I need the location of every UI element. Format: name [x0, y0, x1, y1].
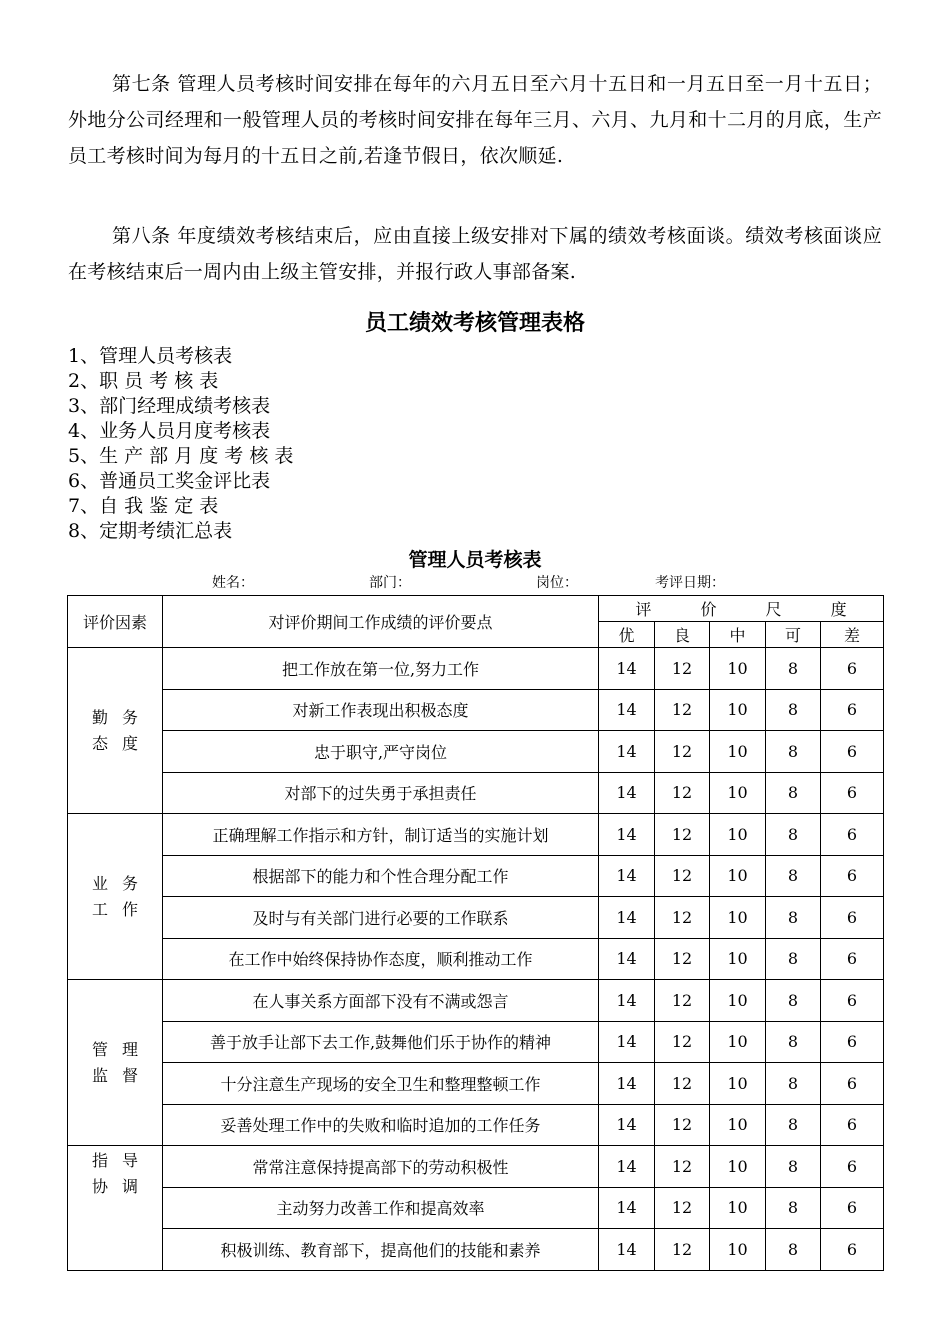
forms-list-item: 2、职 员 考 核 表: [68, 370, 219, 392]
score-cell: 12: [655, 814, 710, 856]
score-cell: 10: [710, 1104, 766, 1146]
header-points: 对评价期间工作成绩的评价要点: [163, 596, 599, 648]
evaluation-point: 对新工作表现出积极态度: [163, 689, 599, 731]
score-cell: 12: [655, 689, 710, 731]
score-cell: 14: [599, 1063, 655, 1105]
score-cell: 8: [766, 1229, 821, 1271]
evaluation-point: 十分注意生产现场的安全卫生和整理整顿工作: [163, 1063, 599, 1105]
forms-list-item: 8、定期考绩汇总表: [68, 520, 233, 542]
table-row: [68, 1104, 884, 1146]
score-cell: 6: [821, 1021, 884, 1063]
score-cell: 10: [710, 1063, 766, 1105]
score-cell: 8: [766, 648, 821, 690]
score-cell: 8: [766, 1187, 821, 1229]
score-cell: 12: [655, 897, 710, 939]
grade-fair: 可: [766, 622, 821, 648]
score-cell: 6: [821, 814, 884, 856]
grade-poor: 差: [821, 622, 884, 648]
evaluation-point: 主动努力改善工作和提高效率: [163, 1187, 599, 1229]
document-title: 员工绩效考核管理表格: [364, 311, 585, 336]
meta-date-label: 考评日期：: [655, 575, 725, 591]
score-cell: 8: [766, 814, 821, 856]
evaluation-point: 对部下的过失勇于承担责任: [163, 772, 599, 814]
forms-list-item: 1、管理人员考核表: [68, 345, 233, 367]
forms-list-item: 5、生 产 部 月 度 考 核 表: [68, 445, 294, 467]
score-cell: 6: [821, 648, 884, 690]
table-row: [68, 814, 884, 856]
table-row: [68, 772, 884, 814]
table-row: [68, 1229, 884, 1271]
factor-category-cell: [68, 980, 163, 1146]
score-cell: 8: [766, 855, 821, 897]
evaluation-point: 积极训练、教育部下，提高他们的技能和素养: [163, 1229, 599, 1271]
score-cell: 6: [821, 1187, 884, 1229]
factor-category-label: 监督: [91, 1065, 152, 1085]
score-cell: 8: [766, 731, 821, 773]
score-cell: 12: [655, 980, 710, 1022]
score-cell: 12: [655, 1063, 710, 1105]
score-cell: 6: [821, 1063, 884, 1105]
score-cell: 12: [655, 731, 710, 773]
score-cell: 12: [655, 1104, 710, 1146]
factor-category-label: 管理: [91, 1039, 152, 1059]
forms-list-item: 6、普通员工奖金评比表: [68, 470, 271, 492]
evaluation-point: 在工作中始终保持协作态度，顺利推动工作: [163, 938, 599, 980]
meta-name-label: 姓名：: [212, 575, 254, 591]
score-cell: 14: [599, 731, 655, 773]
score-cell: 6: [821, 855, 884, 897]
score-cell: 12: [655, 1229, 710, 1271]
score-cell: 6: [821, 938, 884, 980]
forms-list-item: 3、部门经理成绩考核表: [68, 395, 271, 417]
grade-excellent: 优: [599, 622, 655, 648]
score-cell: 10: [710, 938, 766, 980]
score-cell: 14: [599, 897, 655, 939]
factor-category-cell: [68, 648, 163, 814]
score-cell: 6: [821, 1229, 884, 1271]
score-cell: 10: [710, 1187, 766, 1229]
score-cell: 8: [766, 772, 821, 814]
score-cell: 14: [599, 772, 655, 814]
score-cell: 10: [710, 1229, 766, 1271]
score-cell: 14: [599, 980, 655, 1022]
score-cell: 8: [766, 1146, 821, 1188]
score-cell: 10: [710, 772, 766, 814]
score-cell: 14: [599, 1229, 655, 1271]
evaluation-point: 忠于职守,严守岗位: [163, 731, 599, 773]
evaluation-point: 根据部下的能力和个性合理分配工作: [163, 855, 599, 897]
score-cell: 14: [599, 1021, 655, 1063]
table-row: [68, 855, 884, 897]
header-scale: 评 价 尺 度: [599, 596, 884, 622]
table-row: [68, 938, 884, 980]
factor-category-label: 勤务: [91, 707, 152, 727]
factor-category-cell: [68, 1146, 163, 1271]
score-cell: 10: [710, 1021, 766, 1063]
score-cell: 12: [655, 648, 710, 690]
forms-list: [68, 344, 293, 544]
score-cell: 8: [766, 689, 821, 731]
evaluation-point: 善于放手让部下去工作,鼓舞他们乐于协作的精神: [163, 1021, 599, 1063]
factor-category-label: 态度: [91, 733, 152, 753]
score-cell: 14: [599, 1146, 655, 1188]
article-8-paragraph: 第八条 年度绩效考核结束后，应由直接上级安排对下属的绩效考核面谈。绩效考核面谈应在考核结束后一周内由上级主管安排，并报行政人事部备案.: [68, 225, 882, 283]
grade-average: 中: [710, 622, 766, 648]
evaluation-table: [67, 595, 884, 1271]
table-row: [68, 689, 884, 731]
meta-position-label: 岗位：: [536, 575, 578, 591]
score-cell: 10: [710, 980, 766, 1022]
score-cell: 10: [710, 731, 766, 773]
score-cell: 12: [655, 855, 710, 897]
evaluation-point: 正确理解工作指示和方针，制订适当的实施计划: [163, 814, 599, 856]
evaluation-point: 常常注意保持提高部下的劳动积极性: [163, 1146, 599, 1188]
score-cell: 14: [599, 855, 655, 897]
factor-category-label: 协调: [91, 1177, 152, 1196]
factor-category-label: 指导: [91, 1151, 152, 1170]
score-cell: 8: [766, 1104, 821, 1146]
table-row: [68, 980, 884, 1022]
score-cell: 12: [655, 1187, 710, 1229]
score-cell: 14: [599, 648, 655, 690]
score-cell: 8: [766, 980, 821, 1022]
score-cell: 8: [766, 1063, 821, 1105]
score-cell: 14: [599, 1187, 655, 1229]
table-row: [68, 731, 884, 773]
score-cell: 10: [710, 855, 766, 897]
grade-good: 良: [655, 622, 710, 648]
score-cell: 12: [655, 938, 710, 980]
evaluation-point: 及时与有关部门进行必要的工作联系: [163, 897, 599, 939]
score-cell: 10: [710, 1146, 766, 1188]
evaluation-point: 妥善处理工作中的失败和临时追加的工作任务: [163, 1104, 599, 1146]
article-7-paragraph: 第七条 管理人员考核时间安排在每年的六月五日至六月十五日和一月五日至一月十五日；外地分公司经理和一般管理人员的考核时间安排在每年三月、六月、九月和十二月的月底，生产员工考核时间为每月的十五日之前,若逢节假日，依次顺延.: [68, 73, 882, 167]
evaluation-point: 在人事关系方面部下没有不满或怨言: [163, 980, 599, 1022]
score-cell: 6: [821, 689, 884, 731]
score-cell: 6: [821, 731, 884, 773]
score-cell: 12: [655, 1021, 710, 1063]
factor-category-cell: [68, 814, 163, 980]
score-cell: 6: [821, 980, 884, 1022]
score-cell: 6: [821, 772, 884, 814]
table-row: [68, 1021, 884, 1063]
score-cell: 10: [710, 897, 766, 939]
score-cell: 12: [655, 1146, 710, 1188]
table-row: [68, 1063, 884, 1105]
score-cell: 10: [710, 648, 766, 690]
meta-dept-label: 部门：: [369, 575, 411, 591]
score-cell: 14: [599, 1104, 655, 1146]
table-row: [68, 897, 884, 939]
score-cell: 6: [821, 1104, 884, 1146]
table-title: 管理人员考核表: [408, 549, 542, 571]
score-cell: 12: [655, 772, 710, 814]
forms-list-item: 7、自 我 鉴 定 表: [68, 495, 219, 517]
table-row: [68, 648, 884, 690]
score-cell: 14: [599, 814, 655, 856]
table-row: [68, 1187, 884, 1229]
score-cell: 6: [821, 897, 884, 939]
evaluation-point: 把工作放在第一位,努力工作: [163, 648, 599, 690]
forms-list-item: 4、业务人员月度考核表: [68, 420, 271, 442]
score-cell: 10: [710, 689, 766, 731]
table-row: [68, 1146, 884, 1188]
score-cell: 10: [710, 814, 766, 856]
factor-category-label: 业务: [91, 873, 152, 893]
score-cell: 14: [599, 689, 655, 731]
header-factor: 评价因素: [68, 596, 163, 648]
score-cell: 6: [821, 1146, 884, 1188]
score-cell: 8: [766, 897, 821, 939]
score-cell: 8: [766, 938, 821, 980]
factor-category-label: 工作: [91, 899, 152, 919]
score-cell: 14: [599, 938, 655, 980]
score-cell: 8: [766, 1021, 821, 1063]
